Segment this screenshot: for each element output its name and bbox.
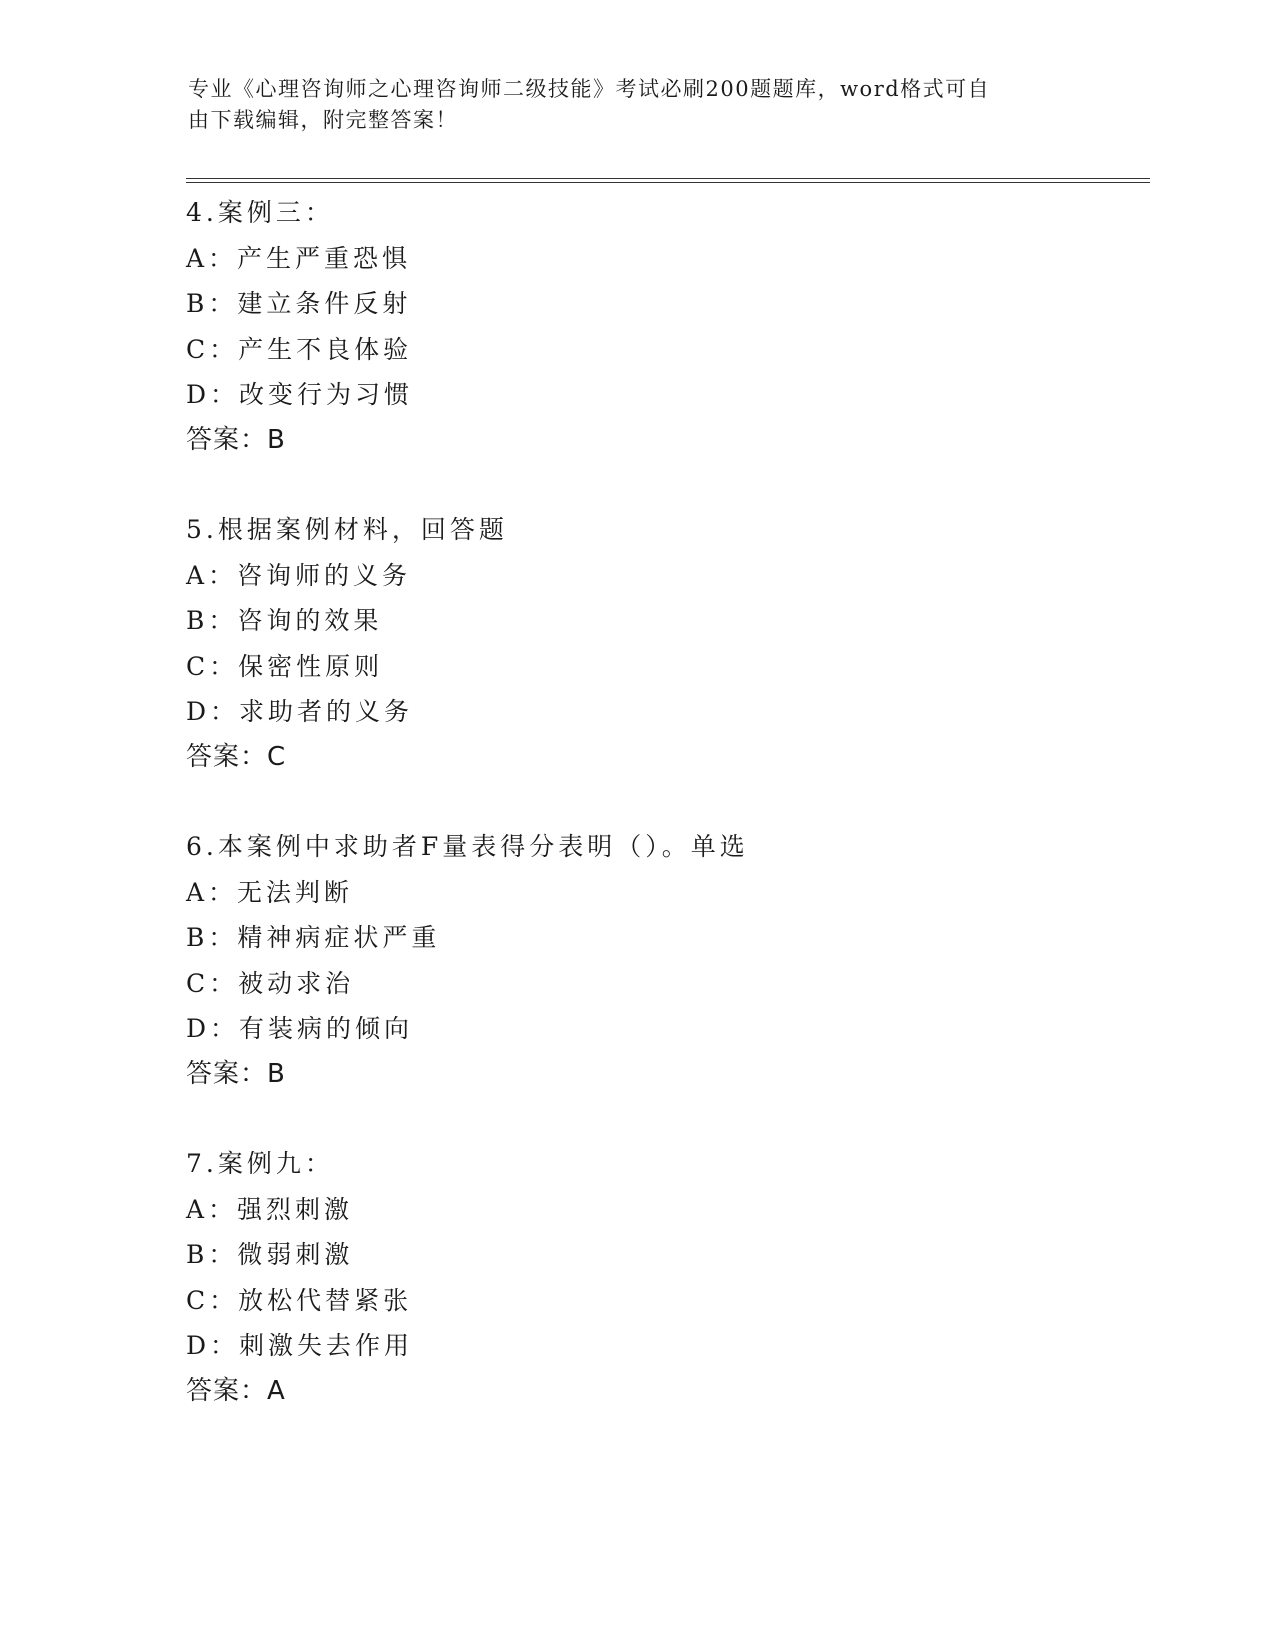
header-divider-top — [186, 178, 1150, 179]
option-d: D：有装病的倾向 — [186, 1014, 414, 1043]
header-line-1: 专业《心理咨询师之心理咨询师二级技能》考试必刷200题题库，word格式可自 — [188, 77, 991, 101]
answer-line: 答案：B — [186, 1058, 286, 1089]
option-a: A：咨询师的义务 — [186, 560, 412, 590]
question-stem: 4.案例三： — [186, 198, 334, 227]
option-c: C：放松代替紧张 — [186, 1285, 413, 1315]
option-b: B：建立条件反射 — [186, 289, 412, 318]
option-a: A：强烈刺激 — [186, 1194, 354, 1224]
question-stem: 5.根据案例材料，回答题 — [186, 515, 508, 544]
document-header — [188, 74, 1068, 136]
option-c: C：产生不良体验 — [186, 334, 413, 364]
option-b: B：咨询的效果 — [186, 606, 383, 635]
option-d: D：刺激失去作用 — [186, 1331, 414, 1360]
header-divider-bottom — [186, 182, 1150, 183]
answer-line: 答案：B — [186, 424, 286, 455]
question-stem: 7.案例九： — [186, 1149, 334, 1178]
question-item — [186, 190, 1146, 463]
question-list — [186, 190, 1146, 1458]
question-stem: 6.本案例中求助者F量表得分表明（）。单选 — [186, 832, 749, 861]
option-a: A：无法判断 — [186, 877, 354, 907]
option-b: B：精神病症状严重 — [186, 923, 441, 952]
option-c: C：保密性原则 — [186, 651, 384, 681]
answer-line: 答案：A — [186, 1375, 286, 1406]
option-a: A：产生严重恐惧 — [186, 243, 412, 273]
answer-line: 答案：C — [186, 741, 287, 772]
question-item — [186, 1141, 1146, 1414]
option-d: D：改变行为习惯 — [186, 380, 414, 409]
question-item — [186, 824, 1146, 1097]
option-d: D：求助者的义务 — [186, 697, 414, 726]
header-line-2: 由下载编辑，附完整答案！ — [188, 108, 458, 132]
option-c: C：被动求治 — [186, 968, 355, 998]
option-b: B：微弱刺激 — [186, 1240, 354, 1269]
question-item — [186, 507, 1146, 780]
